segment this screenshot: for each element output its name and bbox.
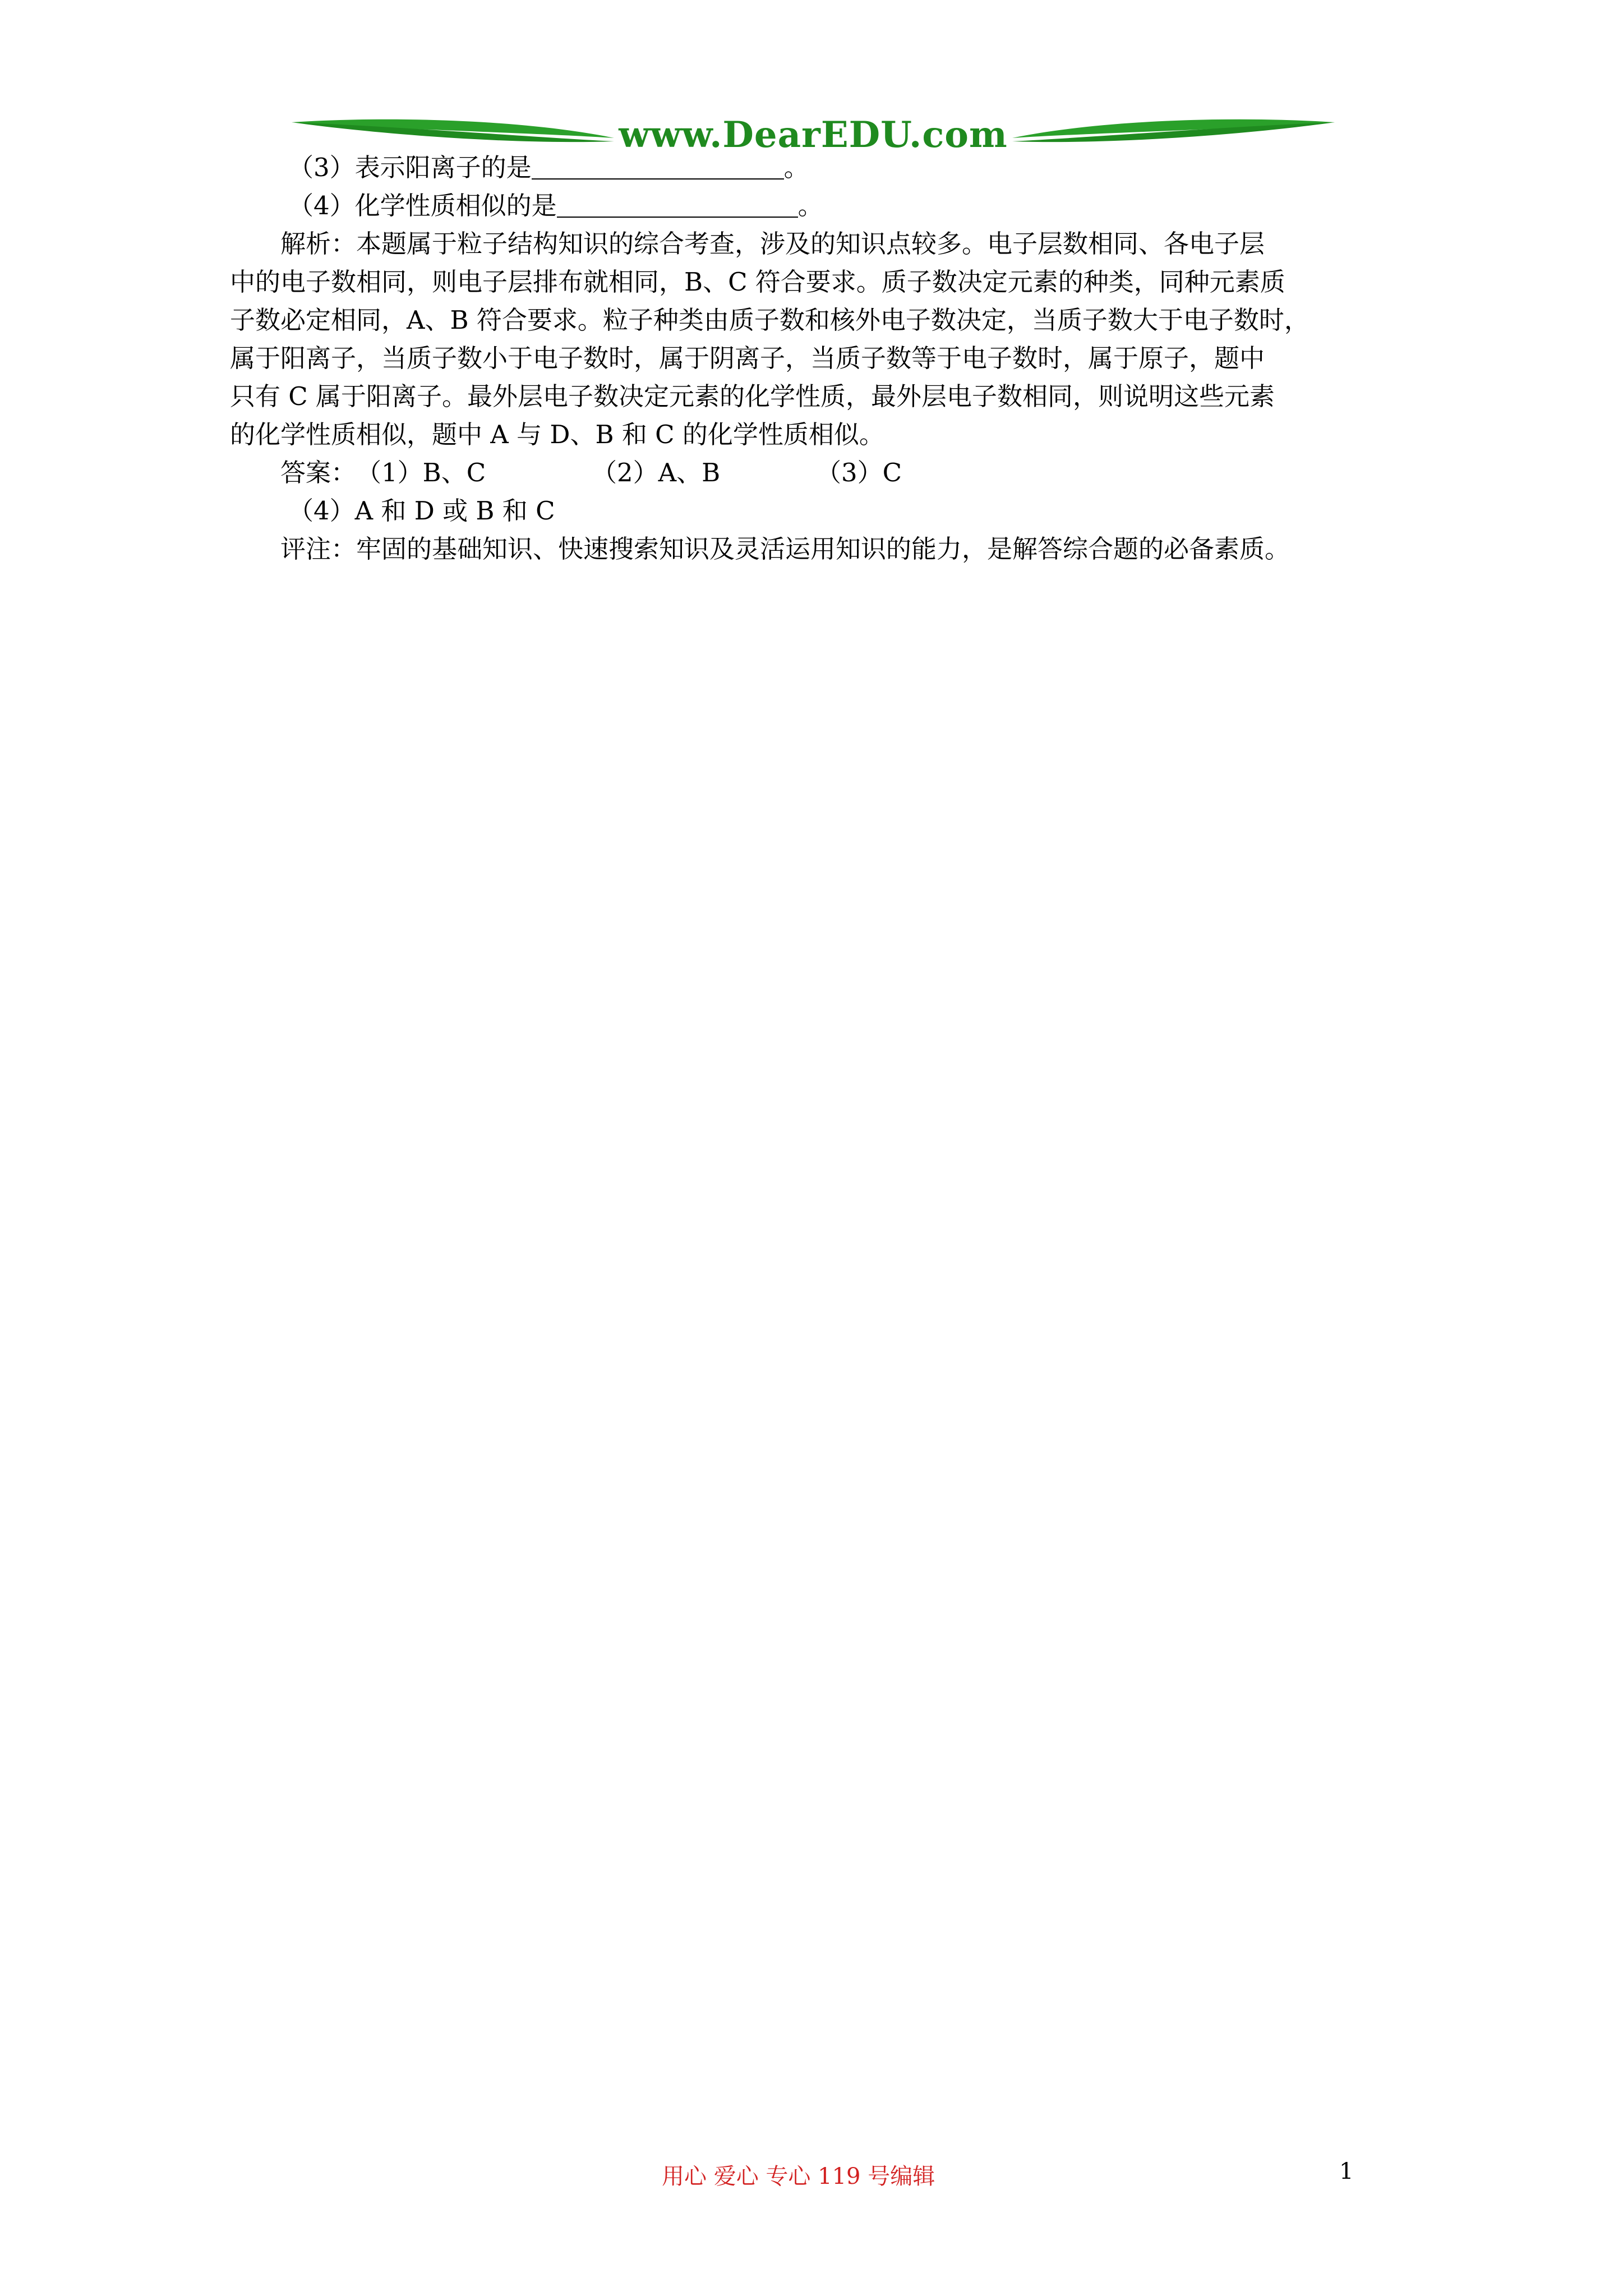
question-4-text: （4）化学性质相似的是 <box>288 191 557 220</box>
question-3-blank <box>532 156 784 180</box>
footer-slogan: 用心 爱心 专心 119 号编辑 <box>662 2164 935 2189</box>
answer-4: （4）A 和 D 或 B 和 C <box>288 496 555 526</box>
analysis-line: 中的电子数相同，则电子层排布就相同，B、C 符合要求。质子数决定元素的种类，同种元素质 <box>230 267 1285 297</box>
analysis-line: 解析：本题属于粒子结构知识的综合考查，涉及的知识点较多。电子层数相同、各电子层 <box>280 229 1265 259</box>
analysis-line: 子数必定相同，A、B 符合要求。粒子种类由质子数和核外电子数决定，当质子数大于电子数时， <box>230 305 1310 335</box>
question-4-blank <box>557 194 798 218</box>
comment-paragraph: 评注：牢固的基础知识、快速搜索知识及灵活运用知识的能力，是解答综合题的必备素质。 <box>280 534 1290 564</box>
document-body <box>230 149 1402 568</box>
site-logo-text: www.DearEDU.com <box>619 114 1008 156</box>
page-footer <box>0 2159 1623 2192</box>
answer-row <box>280 454 1402 492</box>
analysis-line: 只有 C 属于阳离子。最外层电子数决定元素的化学性质，最外层电子数相同，则说明这些元素 <box>230 381 1275 411</box>
question-4-end: 。 <box>797 191 823 220</box>
answer-2: （2）A、B <box>592 458 721 487</box>
answer-label: 答案： <box>280 458 357 487</box>
answer-1: （1）B、C <box>356 458 486 487</box>
analysis-line: 属于阳离子，当质子数小于电子数时，属于阴离子，当质子数等于电子数时，属于原子，题中 <box>230 343 1265 373</box>
analysis-paragraph <box>230 225 1402 454</box>
question-3-end: 。 <box>783 153 809 182</box>
question-3-text: （3）表示阳离子的是 <box>288 153 532 182</box>
answer-3: （3）C <box>816 458 902 487</box>
question-3 <box>280 149 1402 187</box>
page-number: 1 <box>1339 2159 1354 2184</box>
question-4 <box>280 187 1402 225</box>
analysis-line: 的化学性质相似，题中 A 与 D、B 和 C 的化学性质相似。 <box>230 420 884 449</box>
